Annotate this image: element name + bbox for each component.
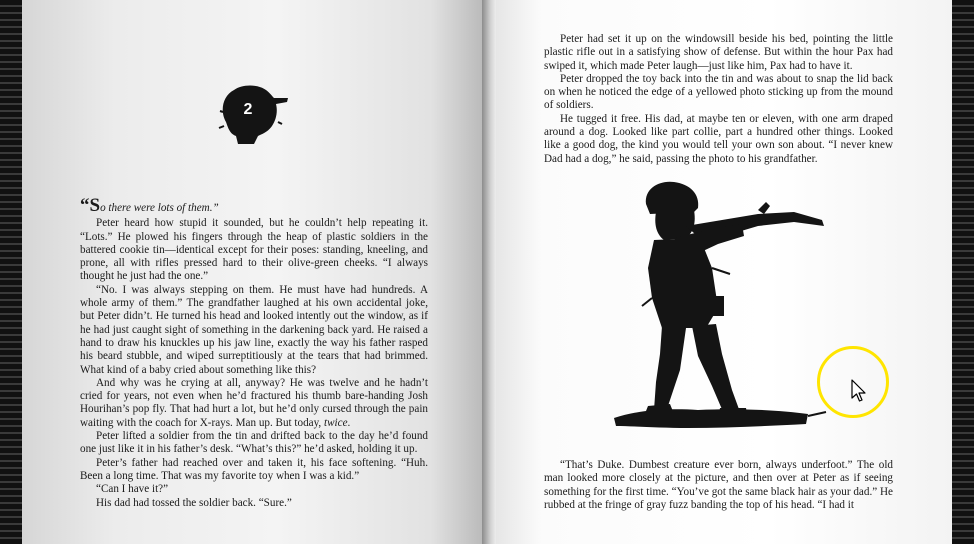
paragraph-text: And why was he crying at all, anyway? He was twelve and he hadn’t cried for years, not even when he’d fractured his thumb bare-handing Josh Hourihan’s pop fly. That had hurt a lot, but he’d only cursed through the pain waiting with the coach for X-rays. Man up. But today, bbox=[80, 376, 428, 429]
opening-quote-mark: “ bbox=[80, 195, 90, 216]
mouse-pointer-icon bbox=[851, 379, 867, 403]
paragraph: Peter had set it up on the windowsill beside his bed, pointing the little plastic rifle out in a satisfying show of defense. But within the hour Pax had swiped it, which made Peter laugh—just like him, Pax had to have it. bbox=[544, 33, 893, 72]
paragraph: “No. I was always stepping on them. He must have had hundreds. A whole army of them.” The grandfather laughed at his own accidental joke, but Peter didn’t. He turned his head and looked intently out the window, as if he had just caught sight of something in the darkening back yard. He raised a hand to draw his knuckles up his jaw line, exactly the way his father rasped his beard stubble, and wiped surreptitiously at the tears that had brimmed. What kind of a baby cried about something like this? bbox=[80, 283, 428, 376]
opening-line-text: o there were lots of them.” bbox=[100, 202, 219, 214]
paragraph: “Can I have it?” bbox=[96, 483, 169, 496]
film-strip-left bbox=[0, 0, 22, 544]
chapter-number: 2 bbox=[243, 101, 253, 118]
paragraph: Peter lifted a soldier from the tin and drifted back to the day he’d found one just like it in his father’s desk. “What’s this?” he’d asked, holding it up. bbox=[80, 430, 428, 456]
paragraph: His dad had tossed the soldier back. “Sure.” bbox=[96, 496, 292, 509]
right-page-text-bottom bbox=[544, 459, 893, 512]
drop-cap: S bbox=[89, 195, 101, 216]
paragraph: Peter’s father had reached over and taken it, his face softening. “Huh. Been a long time. That was my favorite toy when I was a kid.” bbox=[80, 456, 428, 482]
paragraph: “That’s Duke. Dumbest creature ever born, always underfoot.” The old man looked more closely at the picture, and then over at Peter as if seeing something for the first time. “You’ve got the same black hair as your dad.” He rubbed at the fringe of gray fuzz banding the top of his head. “I had it bbox=[544, 459, 893, 511]
paragraph: He tugged it free. His dad, at maybe ten or eleven, with one arm draped around a dog. Looked like part collie, part a hundred other things. Looked like a good dog, the kind you would tell your own son about. “I never knew Dad had a dog,” he said, passing the photo to his grandfather. bbox=[544, 112, 893, 165]
paragraph: Peter heard how stupid it sounded, but he couldn’t help repeating it. “Lots.” He plowed his fingers through the heap of plastic soldiers in the battered cookie tin—identical except for their poses: standing, kneeling, and prone, all with rifles pressed hard to their olive-green cheeks. “I always thought he just had the one.” bbox=[80, 217, 428, 283]
emphasis-text: twice bbox=[324, 416, 348, 429]
right-page-text-top bbox=[544, 33, 893, 166]
book-gutter bbox=[482, 0, 496, 544]
paragraph: Peter dropped the toy back into the tin and was about to snap the lid back on when he noticed the edge of a yellowed photo sticking up from the mound of soldiers. bbox=[544, 72, 893, 112]
soldier-illustration bbox=[608, 178, 836, 440]
film-strip-right bbox=[952, 0, 974, 544]
left-page-text bbox=[80, 195, 428, 510]
paragraph bbox=[80, 377, 428, 430]
paragraph-end: . bbox=[347, 416, 351, 429]
opening-line bbox=[80, 195, 428, 216]
